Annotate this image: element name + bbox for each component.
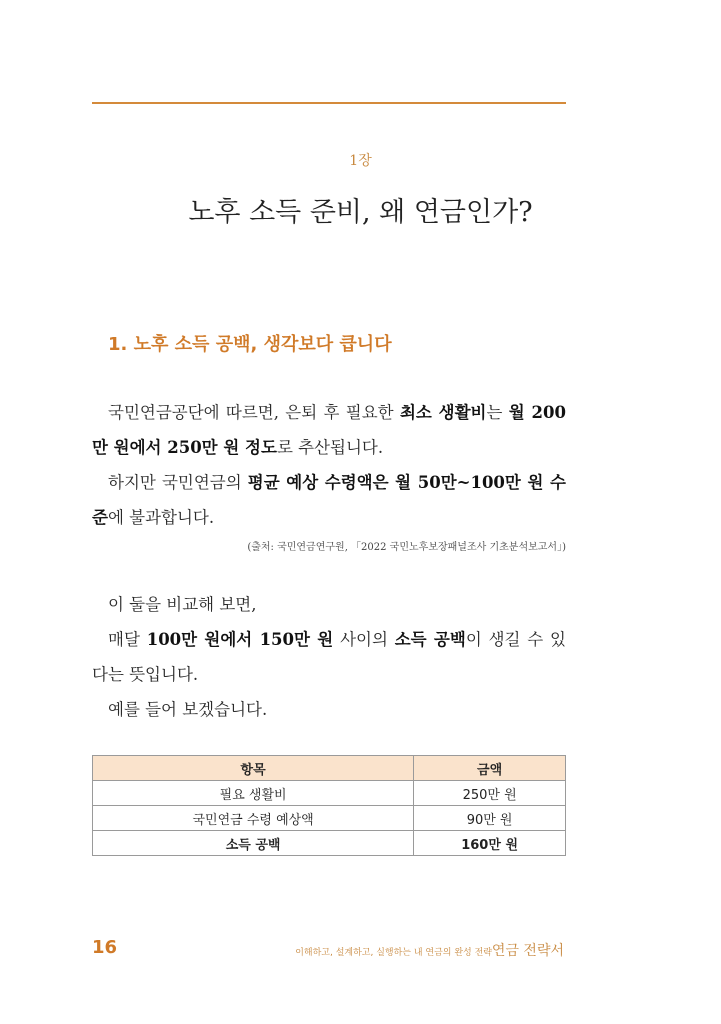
table-cell: 국민연금 수령 예상액: [93, 806, 414, 831]
source-citation: (출처: 국민연금연구원, 「2022 국민노후보장패널조사 기초분석보고서」): [247, 542, 566, 553]
footer-subtitle: 이해하고, 설계하고, 실행하는 내 연금의 완성 전략: [295, 948, 492, 958]
chapter-number: 1장: [349, 153, 372, 169]
table-cell: 필요 생활비: [93, 781, 414, 806]
text-span: 에 불과합니다.: [107, 508, 215, 527]
table-cell: 250만 원: [414, 781, 566, 806]
emphasis-text: 최소 생활비: [399, 403, 487, 422]
emphasis-text: 월 200만 원에서 250만 원 정도: [92, 403, 566, 457]
income-gap-table: [92, 755, 566, 856]
chapter-title: 노후 소득 준비, 왜 연금인가?: [188, 197, 533, 228]
text-span: 는: [486, 403, 509, 422]
table-cell: 160만 원: [414, 831, 566, 856]
text-span: 하지만 국민연금의: [108, 473, 248, 492]
paragraph-income-comparison: [92, 395, 566, 535]
paragraph-line: [92, 465, 566, 535]
text-span: 로 추산됩니다.: [276, 438, 384, 457]
paragraph-line: [92, 395, 566, 465]
paragraph-line: [92, 622, 566, 692]
table-cell: 90만 원: [414, 806, 566, 831]
emphasis-text: 소득 공백: [394, 630, 466, 649]
text-span: 국민연금공단에 따르면, 은퇴 후 필요한: [108, 403, 400, 422]
table-row: [93, 781, 566, 806]
text-span: 사이의: [333, 630, 395, 649]
top-divider: [92, 102, 566, 104]
text-span: 매달: [108, 630, 147, 649]
paragraph-line: 예를 들어 보겠습니다.: [108, 700, 268, 719]
table-row-total: [93, 831, 566, 856]
table-header-row: [93, 756, 566, 781]
header-item: 항목: [93, 756, 414, 781]
table-row: [93, 806, 566, 831]
page-number: 16: [92, 937, 118, 958]
paragraph-income-gap: [92, 587, 566, 727]
header-amount: 금액: [414, 756, 566, 781]
footer-book-title: 연금 전략서: [491, 943, 564, 959]
table-cell: 소득 공백: [93, 831, 414, 856]
emphasis-text: 100만 원에서 150만 원: [146, 630, 334, 649]
section-heading: 1. 노후 소득 공백, 생각보다 큽니다: [108, 334, 392, 355]
paragraph-line: 이 둘을 비교해 보면,: [108, 595, 257, 614]
text-span: 이 생길 수 있다는 뜻입니다.: [92, 630, 566, 684]
emphasis-text: 평균 예상 수령액은 월 50만~100만 원 수준: [92, 473, 566, 527]
